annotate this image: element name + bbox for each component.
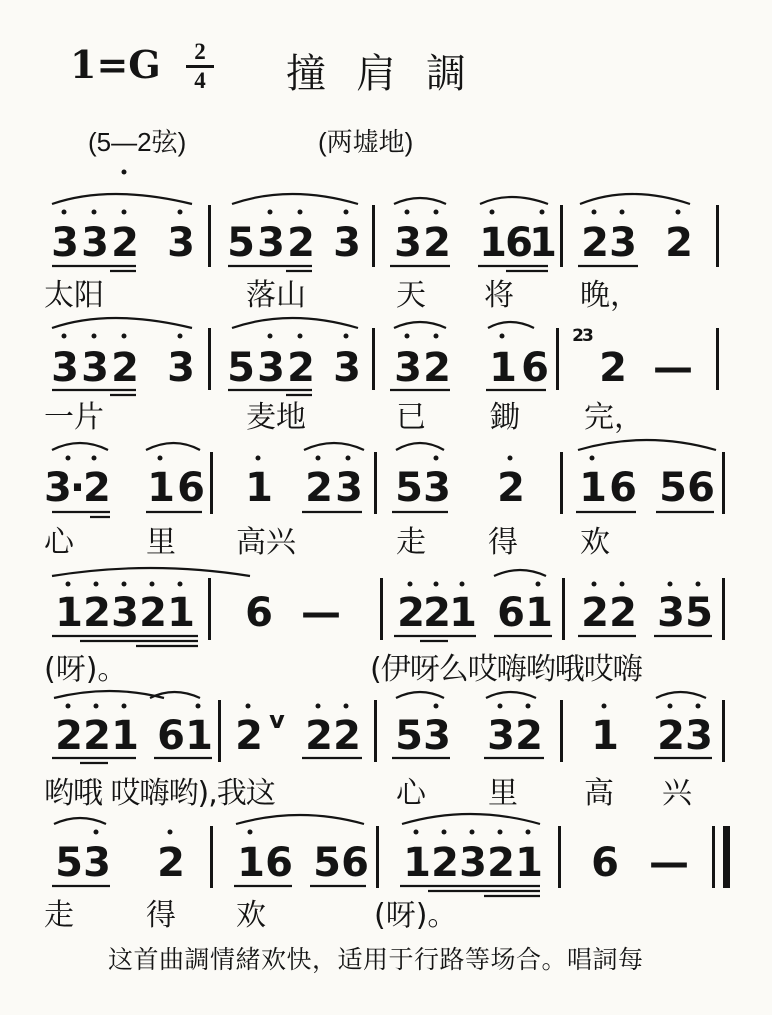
note: 2 [333, 713, 359, 759]
note: 2 [287, 220, 313, 266]
note: 1 [525, 590, 551, 636]
note: 3 [394, 345, 420, 391]
note: 3 [487, 713, 513, 759]
note: 1 [449, 590, 475, 636]
tuning-note: (5—2弦) [88, 127, 187, 157]
note: 3 [167, 345, 193, 391]
lyric: 欢 [580, 525, 610, 560]
note: 3 [459, 840, 485, 886]
slurs [52, 194, 716, 824]
note: 3 [167, 220, 193, 266]
note: 6 [265, 840, 291, 886]
song-title: 撞肩調 [286, 51, 496, 97]
note: 5 [313, 840, 339, 886]
note: 6 [687, 465, 713, 511]
dash: — [653, 345, 691, 391]
lyric: 兴 [662, 776, 692, 811]
lyric: 欢 [236, 898, 266, 933]
lyric: 一片 [44, 400, 104, 435]
note: 2 [305, 465, 331, 511]
lyric: 完， [584, 400, 644, 435]
lyric: 落山 [246, 278, 306, 313]
lyric: 走 [396, 525, 426, 560]
note: 2 [83, 713, 109, 759]
note: 3 [609, 220, 635, 266]
note: 3 [335, 465, 361, 511]
note: 3 [685, 713, 711, 759]
note: 5 [227, 220, 253, 266]
lyric: (呀)。 [374, 898, 458, 933]
note: 6 [341, 840, 367, 886]
note: 2 [235, 713, 261, 759]
lyric: 太阳 [44, 278, 104, 313]
note: 1 [479, 220, 505, 266]
lyric: 晚， [580, 278, 640, 313]
lyric: 已 [396, 400, 426, 435]
note: 2 [423, 220, 449, 266]
note: 3 [257, 220, 283, 266]
lyric: 天 [396, 278, 426, 313]
lyric: 麦地 [246, 400, 306, 435]
time-signature-top: 2 [194, 39, 206, 64]
note: 3 [81, 345, 107, 391]
note: 5 [659, 465, 685, 511]
note: 6 [521, 345, 547, 391]
octave-dots [62, 170, 701, 835]
note: 6 [245, 590, 271, 636]
note: 1 [245, 465, 271, 511]
note: 1 [55, 590, 81, 636]
note: 1 [515, 840, 541, 886]
note: 2 [157, 840, 183, 886]
note: 2 [139, 590, 165, 636]
note: 1 [167, 590, 193, 636]
note: 3 [394, 220, 420, 266]
note: 1 [579, 465, 605, 511]
note: 3 [51, 220, 77, 266]
note: 3 [111, 590, 137, 636]
note: 2 [423, 345, 449, 391]
note: 5 [227, 345, 253, 391]
note: 2 [111, 345, 137, 391]
note: 2 [657, 713, 683, 759]
lyric: 走 [44, 898, 74, 933]
note: 1 [591, 713, 617, 759]
lyric: (伊呀么哎嗨哟哦哎嗨 [370, 652, 642, 687]
note: 3 [333, 345, 359, 391]
grace-note: 23 [572, 326, 592, 346]
note: 1 [237, 840, 263, 886]
note: 2 [665, 220, 691, 266]
note: 1 [185, 713, 211, 759]
key-signature: 1=G [70, 42, 161, 87]
note: 3·2 [44, 465, 109, 511]
footnote-text: 这首曲調情緒欢快，适用于行路等场合。唱詞每 [108, 945, 644, 974]
note: 2 [497, 465, 523, 511]
note: 2 [515, 713, 541, 759]
note: 2 [609, 590, 635, 636]
note: 5 [685, 590, 711, 636]
dash: — [649, 840, 687, 886]
note: 1 [147, 465, 173, 511]
note: 3 [83, 840, 109, 886]
note: 2 [599, 345, 625, 391]
underlines [52, 266, 714, 896]
note: 6 [177, 465, 203, 511]
note: 5 [395, 713, 421, 759]
note: 2 [111, 220, 137, 266]
note: 1 [489, 345, 515, 391]
note: 3 [423, 465, 449, 511]
note: 3 [51, 345, 77, 391]
note: 2 [581, 220, 607, 266]
note: 6 [157, 713, 183, 759]
note: 3 [423, 713, 449, 759]
lyric: 得 [146, 898, 176, 933]
note: 2 [581, 590, 607, 636]
note: 6 [505, 220, 531, 266]
note: 2 [423, 590, 449, 636]
lyric: 哟哦 哎嗨哟),我这 [44, 776, 275, 811]
note: 2 [397, 590, 423, 636]
note: 2 [487, 840, 513, 886]
note: 2 [55, 713, 81, 759]
lyric: 高兴 [236, 525, 296, 560]
lyric: 心 [396, 776, 426, 811]
note: 2 [287, 345, 313, 391]
note: 2 [83, 590, 109, 636]
lyric: 鋤 [490, 400, 520, 435]
note: 5 [55, 840, 81, 886]
lyric: 里 [146, 525, 176, 560]
note: 3 [657, 590, 683, 636]
lyric: 高 [584, 776, 614, 811]
note: 3 [81, 220, 107, 266]
breath-mark: v [269, 706, 283, 734]
lyric: 得 [488, 525, 518, 560]
note: 1 [111, 713, 137, 759]
time-signature-bottom: 4 [194, 68, 206, 93]
note: 6 [591, 840, 617, 886]
note: 2 [305, 713, 331, 759]
lyric: (呀)。 [44, 652, 128, 687]
lyric: 将 [484, 278, 514, 313]
note: 1 [529, 220, 555, 266]
note: 3 [257, 345, 283, 391]
note: 5 [395, 465, 421, 511]
note: 6 [497, 590, 523, 636]
lyric: 里 [488, 776, 518, 811]
note: 1 [403, 840, 429, 886]
region-note: (两墟地) [318, 127, 414, 157]
note: 6 [609, 465, 635, 511]
note: 2 [431, 840, 457, 886]
note: 3 [333, 220, 359, 266]
dash: — [301, 590, 339, 636]
lyric: 心 [44, 525, 74, 560]
